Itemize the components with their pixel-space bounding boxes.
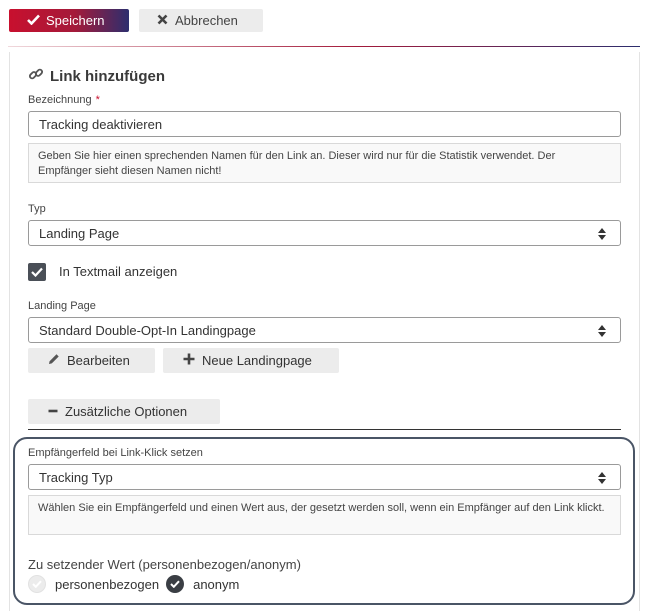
empfaengerfeld-select-value: Tracking Typ [39,469,113,485]
landing-page-label: Landing Page [28,300,96,312]
select-arrows-icon [598,228,606,240]
empfaengerfeld-select[interactable] [28,464,621,490]
check-icon [31,267,43,277]
landing-page-select-value: Standard Double-Opt-In Landingpage [39,322,256,338]
textmail-checkbox[interactable] [28,263,46,281]
bezeichnung-hint: Geben Sie hier einen sprechenden Namen für den Link an. Dieser wird nur für die Statistik verwendet. Der Empfänger sieht diesen Namen nicht! [28,143,621,183]
bezeichnung-label [28,94,100,106]
cancel-button-label: Abbrechen [175,13,238,28]
radio-personenbezogen-label[interactable]: personenbezogen [55,576,160,592]
radio-anonym[interactable] [166,575,184,593]
select-arrows-icon [598,325,606,337]
options-divider [28,429,621,430]
minus-icon [48,404,58,419]
landing-page-select[interactable] [28,317,621,343]
toolbar-divider [8,46,640,47]
cancel-button[interactable] [139,9,263,32]
save-button[interactable] [9,9,129,32]
typ-label: Typ [28,203,46,215]
link-icon [28,66,44,86]
wert-radio-group [28,575,239,593]
wert-label: Zu setzender Wert (personenbezogen/anonym) [28,557,301,572]
typ-select[interactable] [28,220,621,246]
additional-options-toggle[interactable] [28,399,220,424]
bezeichnung-input-value: Tracking deaktivieren [39,116,163,132]
page-title-text: Link hinzufügen [50,67,165,85]
new-landing-page-label: Neue Landingpage [202,353,312,368]
edit-landing-page-label: Bearbeiten [67,353,130,368]
toolbar [0,0,647,48]
textmail-checkbox-label[interactable]: In Textmail anzeigen [59,264,178,279]
page-title [28,66,165,86]
new-landing-page-button[interactable] [163,348,339,373]
additional-options-label: Zusätzliche Optionen [65,404,188,419]
bezeichnung-input[interactable] [28,111,621,137]
empfaengerfeld-hint: Wählen Sie ein Empfängerfeld und einen Wert aus, der gesetzt werden soll, wenn ein Empfänger auf den Link klickt. [28,495,621,535]
check-icon [27,13,40,28]
empfaengerfeld-label: Empfängerfeld bei Link-Klick setzen [28,447,203,459]
radio-anonym-label[interactable]: anonym [193,576,240,592]
save-button-label: Speichern [46,13,105,28]
select-arrows-icon [598,472,606,484]
check-icon [32,580,42,588]
radio-personenbezogen[interactable] [28,575,46,593]
check-icon [170,580,180,588]
required-marker: * [95,94,100,106]
edit-landing-page-button[interactable] [28,348,155,373]
typ-select-value: Landing Page [39,225,120,241]
bezeichnung-label-text: Bezeichnung [28,94,92,106]
pencil-icon [48,353,60,368]
x-icon [157,13,168,28]
plus-icon [183,353,195,368]
